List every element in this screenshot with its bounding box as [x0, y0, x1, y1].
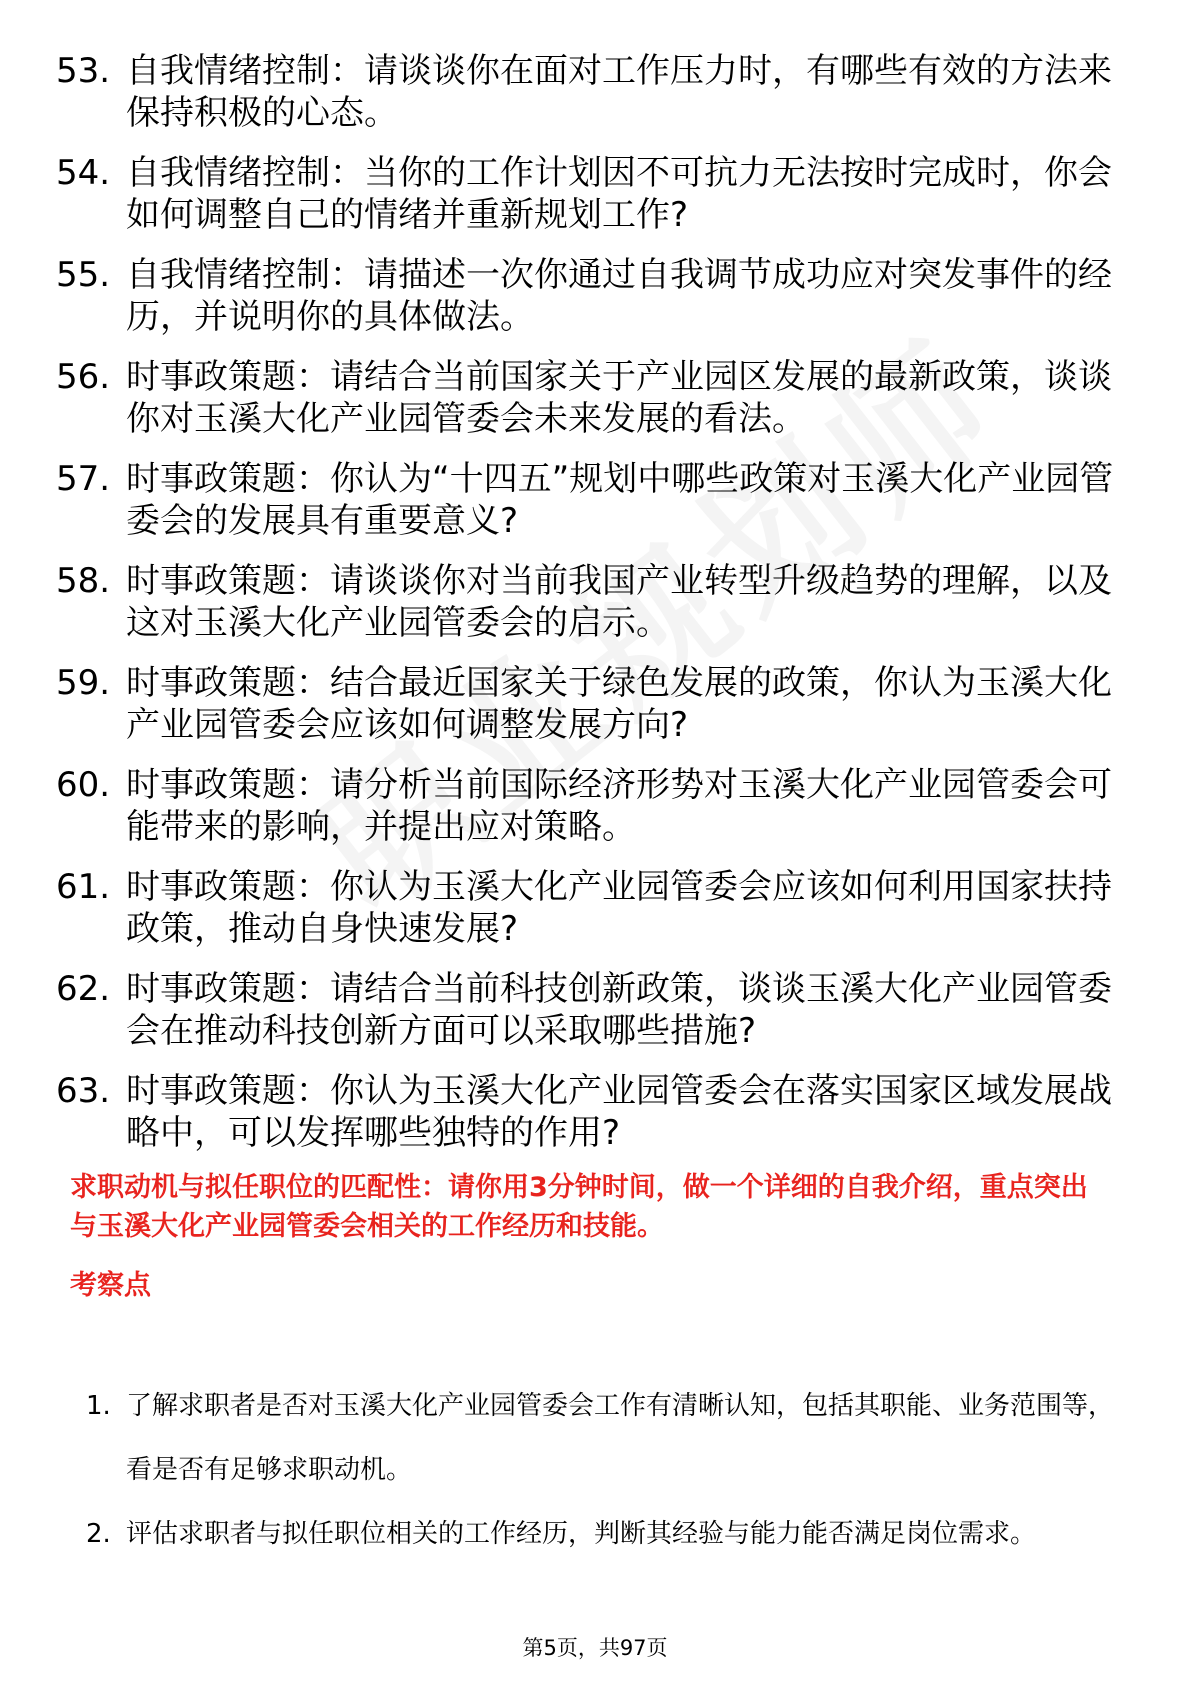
question-number: 54. [56, 153, 111, 193]
question-number: 63. [56, 1071, 111, 1111]
list-item [56, 254, 1116, 338]
highlight-question: 求职动机与拟任职位的匹配性：请你用3分钟时间，做一个详细的自我介绍，重点突出与玉溪大化产业园管委会相关的工作经历和技能。 [70, 1172, 1088, 1242]
question-text: 时事政策题：请结合当前国家关于产业园区发展的最新政策，谈谈你对玉溪大化产业园管委会未来发展的看法。 [126, 357, 1112, 439]
question-number: 61. [56, 867, 111, 907]
question-number: 56. [56, 357, 111, 397]
question-text: 时事政策题：请分析当前国际经济形势对玉溪大化产业园管委会可能带来的影响，并提出应对策略。 [126, 765, 1112, 847]
list-item [56, 356, 1116, 440]
question-text: 自我情绪控制：请谈谈你在面对工作压力时，有哪些有效的方法来保持积极的心态。 [126, 51, 1112, 133]
list-item [56, 662, 1116, 746]
question-text: 时事政策题：你认为玉溪大化产业园管委会在落实国家区域发展战略中，可以发挥哪些独特的作用? [126, 1071, 1112, 1153]
point-text: 了解求职者是否对玉溪大化产业园管委会工作有清晰认知，包括其职能、业务范围等，看是否有足够求职动机。 [126, 1391, 1115, 1485]
question-number: 57. [56, 459, 111, 499]
point-number: 1. [86, 1391, 111, 1421]
assessment-points [86, 1374, 1116, 1566]
question-number: 60. [56, 765, 111, 805]
list-item [56, 560, 1116, 644]
section-title: 考察点 [70, 1270, 151, 1301]
question-number: 55. [56, 255, 111, 295]
question-number: 58. [56, 561, 111, 601]
list-item [56, 50, 1116, 134]
list-item [86, 1502, 1116, 1566]
point-text: 评估求职者与拟任职位相关的工作经历，判断其经验与能力能否满足岗位需求。 [126, 1519, 1037, 1549]
list-item [56, 764, 1116, 848]
list-item [86, 1374, 1116, 1502]
question-text: 时事政策题：你认为玉溪大化产业园管委会应该如何利用国家扶持政策，推动自身快速发展? [126, 867, 1112, 949]
question-text: 自我情绪控制：请描述一次你通过自我调节成功应对突发事件的经历，并说明你的具体做法。 [126, 255, 1112, 337]
list-item [56, 152, 1116, 236]
question-text: 时事政策题：请结合当前科技创新政策，谈谈玉溪大化产业园管委会在推动科技创新方面可以采取哪些措施? [126, 969, 1112, 1051]
question-text: 时事政策题：结合最近国家关于绿色发展的政策，你认为玉溪大化产业园管委会应该如何调整发展方向? [126, 663, 1112, 745]
list-item [56, 866, 1116, 950]
question-list [56, 50, 1116, 1172]
question-number: 62. [56, 969, 111, 1009]
list-item [56, 1070, 1116, 1154]
list-item [56, 968, 1116, 1052]
question-number: 59. [56, 663, 111, 703]
list-item [56, 458, 1116, 542]
point-number: 2. [86, 1519, 111, 1549]
question-text: 时事政策题：你认为“十四五”规划中哪些政策对玉溪大化产业园管委会的发展具有重要意义? [126, 459, 1114, 541]
question-number: 53. [56, 51, 111, 91]
question-text: 自我情绪控制：当你的工作计划因不可抗力无法按时完成时，你会如何调整自己的情绪并重新规划工作? [126, 153, 1112, 235]
page-footer: 第5页，共97页 [522, 1636, 668, 1660]
question-text: 时事政策题：请谈谈你对当前我国产业转型升级趋势的理解，以及这对玉溪大化产业园管委会的启示。 [126, 561, 1112, 643]
